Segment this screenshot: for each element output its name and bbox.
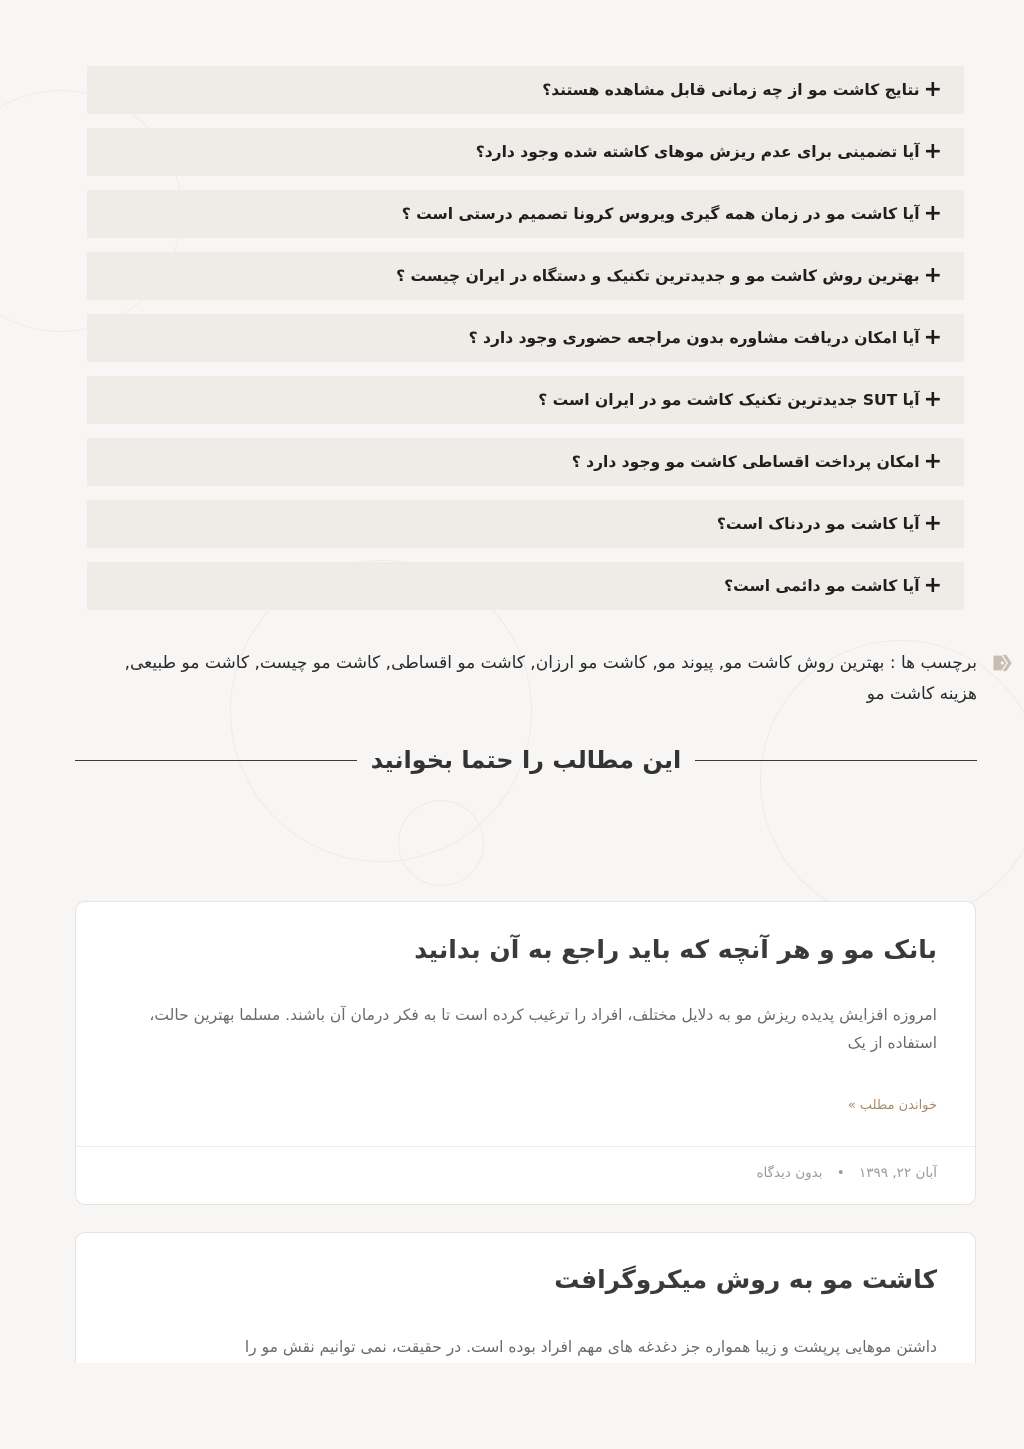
faq-question: آیا کاشت مو دردناک است؟ xyxy=(716,515,920,533)
plus-icon: + xyxy=(923,325,942,350)
post-title[interactable]: بانک مو و هر آنچه که باید راجع به آن بدانید xyxy=(414,935,937,964)
post-excerpt: امروزه افزایش پدیده ریزش مو به دلایل مختلف، افراد را ترغیب کرده است تا به فکر درمان آن باشند. مسلما بهترین حالت، استفاده از یک xyxy=(149,1006,937,1052)
tag-link[interactable]: کاشت مو چیست xyxy=(259,653,381,673)
tag-separator: , xyxy=(124,653,130,673)
plus-icon: + xyxy=(923,139,942,164)
read-more-link[interactable]: خواندن مطلب » xyxy=(847,1098,937,1113)
related-post-card xyxy=(75,1232,976,1363)
faq-accordion xyxy=(87,66,964,624)
faq-item[interactable] xyxy=(87,190,964,238)
meta-separator: • xyxy=(836,1165,845,1181)
tag-separator: , xyxy=(530,653,536,673)
faq-question: آیا امکان دریافت مشاوره بدون مراجعه حضوری وجود دارد ؟ xyxy=(468,329,920,347)
tag-link[interactable]: کاشت مو ارزان xyxy=(535,653,647,673)
tag-separator: , xyxy=(385,653,392,673)
faq-item[interactable] xyxy=(87,438,964,486)
plus-icon: + xyxy=(923,449,942,474)
heading-divider xyxy=(75,760,357,761)
post-comments[interactable]: بدون دیدگاه xyxy=(756,1165,823,1181)
faq-item[interactable] xyxy=(87,128,964,176)
related-post-card xyxy=(75,901,976,1205)
faq-question: امکان پرداخت اقساطی کاشت مو وجود دارد ؟ xyxy=(571,453,920,471)
faq-question: آیا کاشت مو دائمی است؟ xyxy=(724,577,920,595)
tags-label: برچسب ها : xyxy=(889,653,977,673)
faq-question: بهترین روش کاشت مو و جدیدترین تکنیک و دستگاه در ایران چیست ؟ xyxy=(396,267,920,285)
plus-icon: + xyxy=(923,201,942,226)
post-date: آبان ۲۲, ۱۳۹۹ xyxy=(859,1165,937,1181)
faq-question: آیا SUT جدیدترین تکنیک کاشت مو در ایران است ؟ xyxy=(538,391,920,409)
plus-icon: + xyxy=(923,77,942,102)
tag-link[interactable]: کاشت مو اقساطی xyxy=(391,653,525,673)
faq-question: نتایج کاشت مو از چه زمانی قابل مشاهده هستند؟ xyxy=(542,81,920,99)
post-meta xyxy=(756,1165,937,1181)
related-posts-heading xyxy=(75,740,977,780)
post-title[interactable]: کاشت مو به روش میکروگرافت xyxy=(554,1265,937,1294)
faq-question: آیا تضمینی برای عدم ریزش موهای کاشته شده وجود دارد؟ xyxy=(475,143,920,161)
faq-item[interactable] xyxy=(87,66,964,114)
faq-question: آیا کاشت مو در زمان همه گیری ویروس کرونا تصمیم درستی است ؟ xyxy=(401,205,920,223)
tag-link[interactable]: کاشت مو طبیعی xyxy=(129,653,250,673)
tag-link[interactable]: هزینه کاشت مو xyxy=(866,684,977,704)
faq-item[interactable] xyxy=(87,252,964,300)
tag-separator: , xyxy=(718,653,725,673)
faq-item[interactable] xyxy=(87,314,964,362)
tag-separator: , xyxy=(254,653,260,673)
plus-icon: + xyxy=(923,573,942,598)
tag-link[interactable]: پیوند مو xyxy=(657,653,714,673)
faq-item[interactable] xyxy=(87,500,964,548)
tag-separator: , xyxy=(652,653,658,673)
tag-link[interactable]: بهترین روش کاشت مو xyxy=(724,653,885,673)
tag-icon xyxy=(988,654,1012,672)
post-excerpt: داشتن موهایی پرپشت و زیبا همواره جز دغدغه های مهم افراد بوده است. در حقیقت، نمی توانیم نقش مو را xyxy=(244,1338,937,1356)
plus-icon: + xyxy=(923,263,942,288)
post-footer xyxy=(76,1146,975,1205)
related-posts-title: این مطالب را حتما بخوانید xyxy=(370,746,682,774)
faq-item[interactable] xyxy=(87,376,964,424)
heading-divider xyxy=(695,760,977,761)
background-decoration xyxy=(398,800,484,886)
tag-list xyxy=(125,653,977,704)
faq-item[interactable] xyxy=(87,562,964,610)
plus-icon: + xyxy=(923,387,942,412)
post-tags xyxy=(87,648,977,710)
plus-icon: + xyxy=(923,511,942,536)
